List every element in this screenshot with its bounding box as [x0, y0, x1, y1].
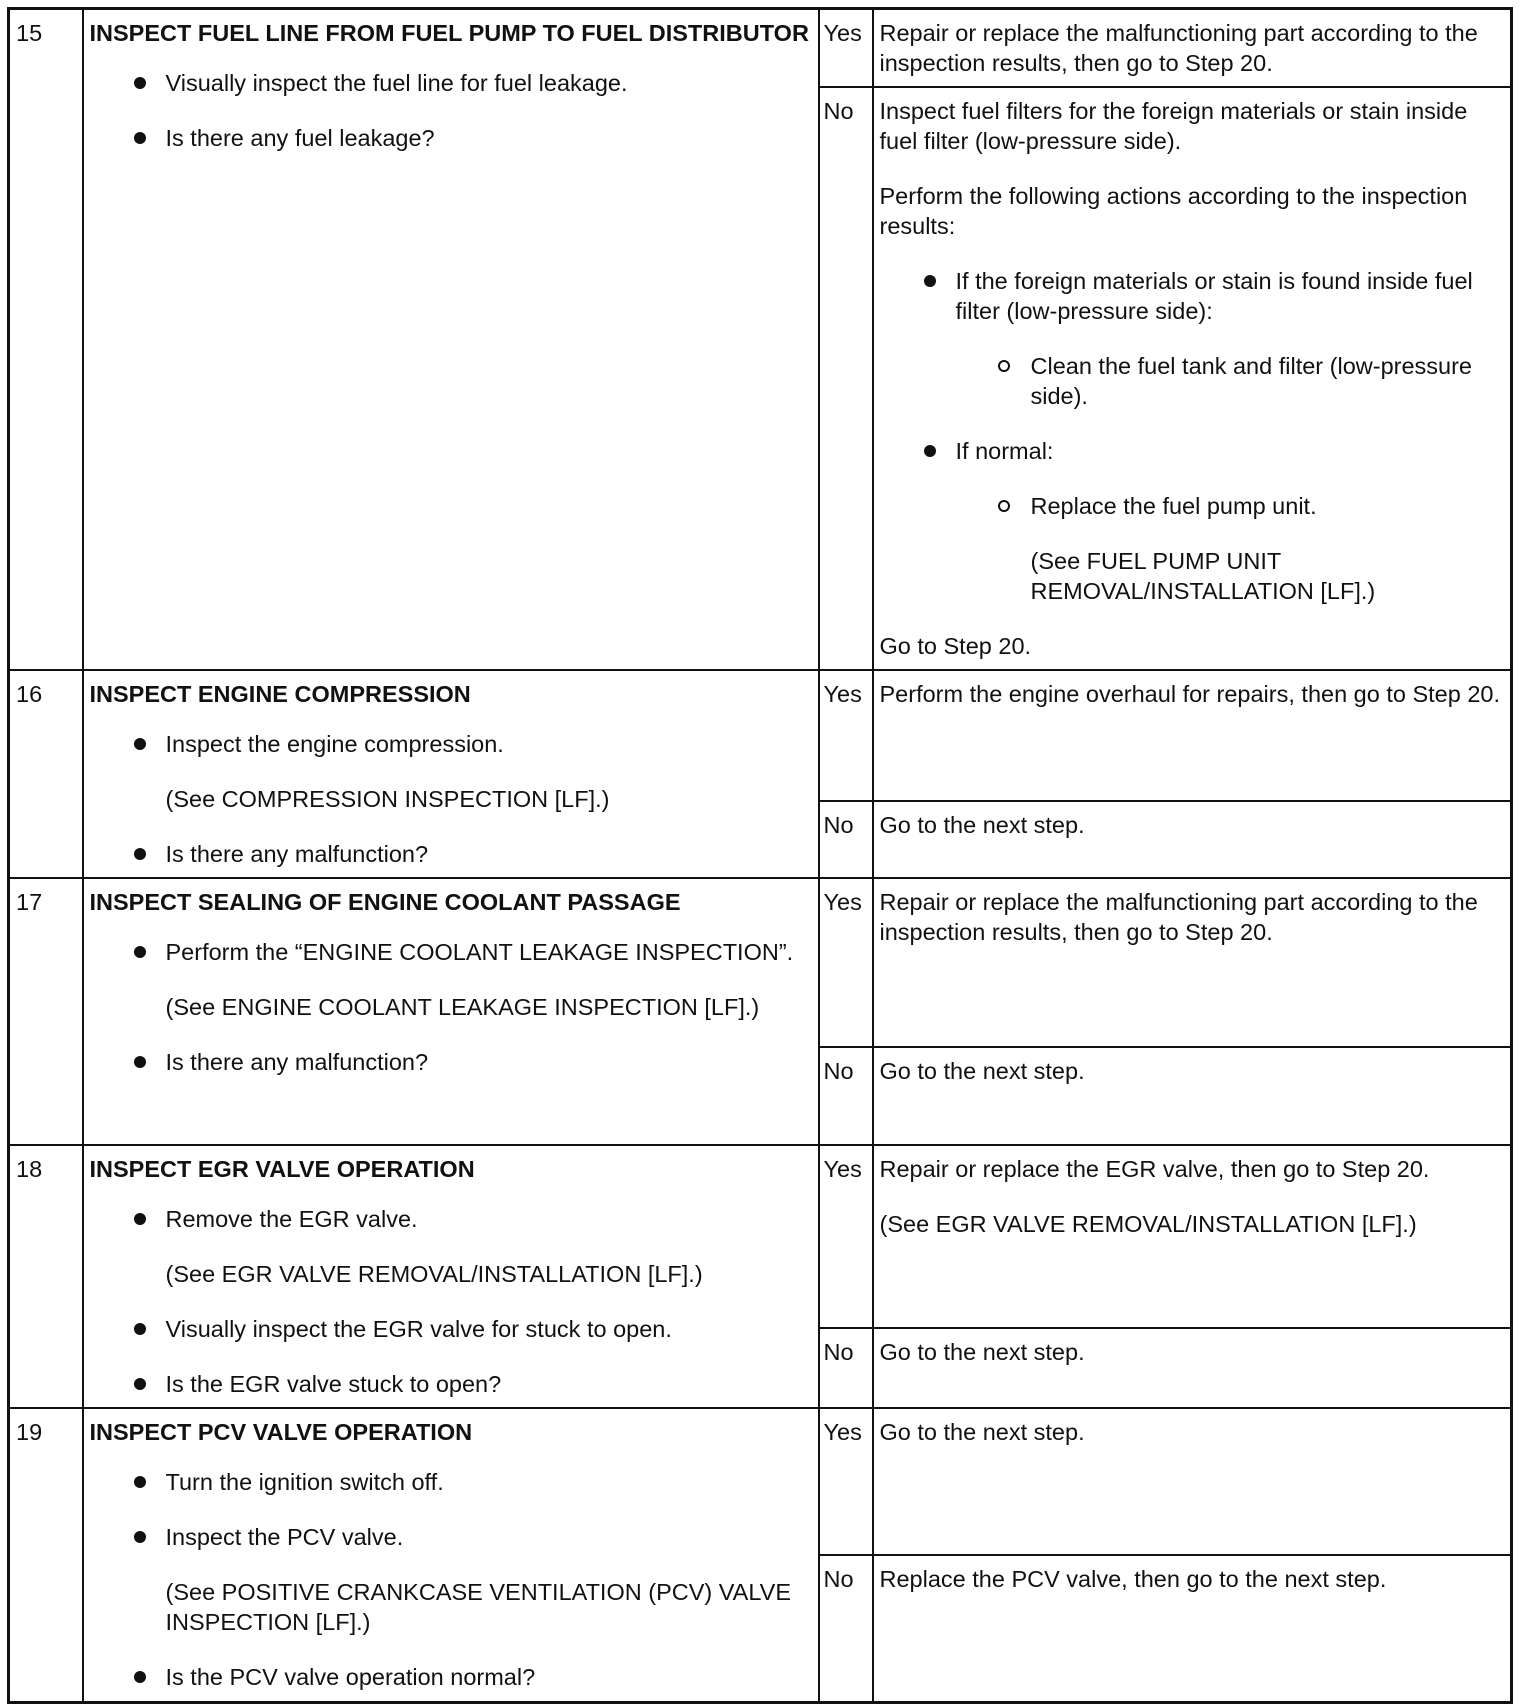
action-text: Inspect fuel filters for the foreign materials or stain inside fuel filter (low-pressure side).	[879, 98, 1468, 154]
bullet-item: Visually inspect the EGR valve for stuck to open.	[90, 1314, 812, 1344]
yes-action: Perform the engine overhaul for repairs, then go to Step 20.	[873, 670, 1512, 801]
diagnostic-procedure-sheet	[7, 7, 1513, 1690]
step-title: INSPECT PCV VALVE OPERATION	[89, 1419, 473, 1445]
no-label: No	[819, 801, 873, 878]
yes-action: Repair or replace the malfunctioning part according to the inspection results, then go to Step 20.	[873, 9, 1512, 88]
bullet-item: Visually inspect the fuel line for fuel leakage.	[90, 68, 812, 98]
reference-text: (See FUEL PUMP UNIT REMOVAL/INSTALLATION [LF].)	[1030, 548, 1376, 604]
action-sub-bullet: Clean the fuel tank and filter (low-pressure side).	[880, 351, 1505, 411]
step-number: 18	[9, 1145, 83, 1408]
step-17-yes-row	[9, 878, 1512, 1047]
bullet-item: Inspect the PCV valve.	[90, 1522, 812, 1552]
step-19-yes-row	[9, 1408, 1512, 1555]
no-label: No	[819, 1047, 873, 1145]
inspection-cell	[83, 1145, 819, 1408]
reference-text: (See ENGINE COOLANT LEAKAGE INSPECTION [LF].)	[165, 994, 760, 1020]
bullet-item: Is there any malfunction?	[90, 839, 812, 869]
bullet-item: Turn the ignition switch off.	[90, 1467, 812, 1497]
bullet-dot-icon	[134, 1671, 146, 1683]
no-label: No	[819, 1328, 873, 1408]
yes-label: Yes	[819, 670, 873, 801]
no-action: Go to the next step.	[873, 1047, 1512, 1145]
step-title: INSPECT SEALING OF ENGINE COOLANT PASSAGE	[89, 889, 681, 915]
yes-label: Yes	[819, 878, 873, 1047]
action-text: Perform the following actions according to the inspection results:	[879, 183, 1468, 239]
bullet-item: Is the EGR valve stuck to open?	[90, 1369, 812, 1399]
bullet-item: Perform the “ENGINE COOLANT LEAKAGE INSPECTION”.	[90, 937, 812, 967]
bullet-dot-icon	[134, 132, 146, 144]
step-number: 16	[9, 670, 83, 878]
yes-label: Yes	[819, 1408, 873, 1555]
bullet-dot-icon	[924, 275, 936, 287]
inspection-cell	[83, 878, 819, 1145]
inspection-cell	[83, 9, 819, 671]
reference-text: (See EGR VALVE REMOVAL/INSTALLATION [LF].)	[879, 1211, 1417, 1237]
bullet-item: Is the PCV valve operation normal?	[90, 1662, 812, 1692]
bullet-dot-icon	[134, 1056, 146, 1068]
bullet-dot-icon	[134, 1378, 146, 1390]
yes-label: Yes	[819, 9, 873, 88]
bullet-item: Is there any fuel leakage?	[90, 123, 812, 153]
yes-action	[873, 1145, 1512, 1328]
bullet-dot-icon	[134, 1476, 146, 1488]
no-label: No	[819, 87, 873, 670]
diagnostic-table	[7, 7, 1513, 1704]
yes-label: Yes	[819, 1145, 873, 1328]
bullet-item: Is there any malfunction?	[90, 1047, 812, 1077]
step-number: 19	[9, 1408, 83, 1702]
reference-text: (See POSITIVE CRANKCASE VENTILATION (PCV) VALVE INSPECTION [LF].)	[165, 1579, 792, 1635]
action-bullet: If the foreign materials or stain is found inside fuel filter (low-pressure side):	[880, 266, 1505, 326]
bullet-dot-icon	[134, 738, 146, 750]
yes-action: Repair or replace the malfunctioning part according to the inspection results, then go to Step 20.	[873, 878, 1512, 1047]
step-16-yes-row	[9, 670, 1512, 801]
no-action	[873, 87, 1512, 670]
yes-action: Go to the next step.	[873, 1408, 1512, 1555]
bullet-ring-icon	[998, 360, 1010, 372]
action-text: Repair or replace the EGR valve, then go to Step 20.	[879, 1156, 1430, 1182]
no-label: No	[819, 1555, 873, 1702]
step-title: INSPECT FUEL LINE FROM FUEL PUMP TO FUEL DISTRIBUTOR	[89, 20, 809, 46]
bullet-dot-icon	[134, 1531, 146, 1543]
bullet-dot-icon	[134, 77, 146, 89]
step-18-yes-row	[9, 1145, 1512, 1328]
bullet-item: Remove the EGR valve.	[90, 1204, 812, 1234]
bullet-ring-icon	[998, 500, 1010, 512]
step-title: INSPECT ENGINE COMPRESSION	[89, 681, 471, 707]
bullet-dot-icon	[134, 1323, 146, 1335]
bullet-dot-icon	[134, 946, 146, 958]
bullet-dot-icon	[134, 1213, 146, 1225]
bullet-item: Inspect the engine compression.	[90, 729, 812, 759]
inspection-cell	[83, 1408, 819, 1702]
no-action: Go to the next step.	[873, 1328, 1512, 1408]
reference-text: (See COMPRESSION INSPECTION [LF].)	[165, 786, 610, 812]
action-text: Go to Step 20.	[879, 633, 1032, 659]
inspection-cell	[83, 670, 819, 878]
step-15-yes-row	[9, 9, 1512, 88]
no-action: Go to the next step.	[873, 801, 1512, 878]
action-sub-bullet: Replace the fuel pump unit.	[880, 491, 1505, 521]
bullet-dot-icon	[924, 445, 936, 457]
action-bullet: If normal:	[880, 436, 1505, 466]
bullet-dot-icon	[134, 848, 146, 860]
step-number: 17	[9, 878, 83, 1145]
reference-text: (See EGR VALVE REMOVAL/INSTALLATION [LF].)	[165, 1261, 703, 1287]
no-action: Replace the PCV valve, then go to the next step.	[873, 1555, 1512, 1702]
step-number: 15	[9, 9, 83, 671]
step-title: INSPECT EGR VALVE OPERATION	[89, 1156, 475, 1182]
